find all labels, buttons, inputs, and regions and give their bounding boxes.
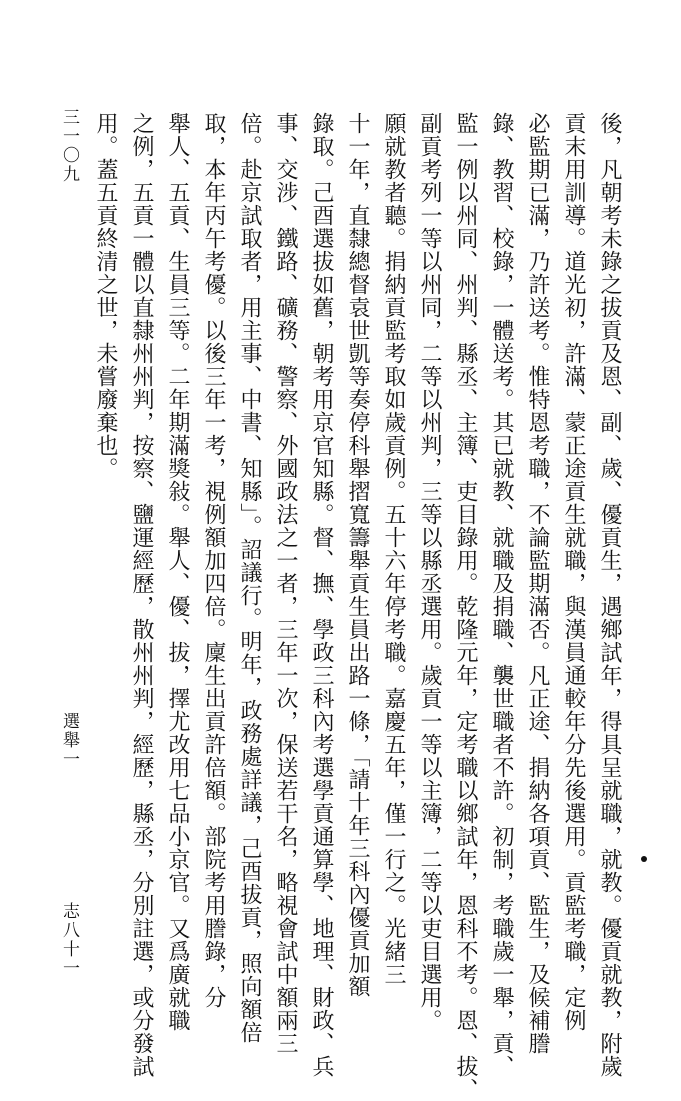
chapter-label: 選舉一 xyxy=(59,712,79,769)
text-column-1: 後，凡朝考未錄之拔貢及恩、副、歲、優貢生，遇鄉試年，得具呈就職，就教。優貢就教，附歲 xyxy=(597,112,622,1078)
ink-speck xyxy=(641,856,647,862)
text-column-8: 十一年，直隸總督袁世凱等奏停科舉摺寬籌舉貢生員出路一條，「請十年三科內優貢加額 xyxy=(345,112,370,998)
page-number: 三一〇九 xyxy=(59,108,79,184)
text-column-5: 監一例以州同、州判、縣丞、主簿、吏目錄用。乾隆元年，定考職以鄉試年，恩科不考。恩、拔、 xyxy=(453,112,478,1101)
text-column-14: 之例，五貢一體以直隸州州判，按察、鹽運經歷，散州州判，經歷，縣丞，分別註選，或分發試 xyxy=(129,112,154,1078)
text-column-7: 願就教者聽。捐納貢監考取如歲貢例。五十六年停考職。嘉慶五年，僅一行之。光緒三 xyxy=(381,112,406,986)
text-column-6: 副貢考列一等以州同，二等以州判，三等以縣丞選用。歲貢一等以主簿，二等以吏目選用。 xyxy=(417,112,442,1032)
text-column-10: 事、交涉、鐵路、礦務、警察、外國政法之一者，三年一次，保送若干名，略視會試中額兩三 xyxy=(273,112,298,1055)
text-column-13: 舉人、五貢、生員三等。二年期滿獎敍。舉人、優、拔，擇尤改用七品小京官。又爲廣就職 xyxy=(165,112,190,1032)
text-column-11: 倍。赴京試取者，用主事、中書、知縣」。詔議行。明年，政務處詳議，己酉拔貢，照向額倍 xyxy=(237,112,262,1044)
volume-label: 志八十一 xyxy=(59,902,79,978)
text-column-9: 錄取。己酉選拔如舊，朝考用京官知縣。督、撫、學政三科內考選學貢通算學、地理、財政、兵 xyxy=(309,112,334,1078)
text-column-12: 取，本年丙午考優。以後三年一考，視例額加四倍。廩生出貢許倍額。部院考用謄錄，分 xyxy=(201,112,226,1009)
text-column-4: 錄、教習、校錄，一體送考。其已就教、就職及捐職、襲世職者不許。初制，考職歲一舉，貢、 xyxy=(489,112,514,1078)
text-column-2: 貢末用訓導。道光初，許滿、蒙正途貢生就職，與漢員通較年分先後選用。貢監考職，定例 xyxy=(561,112,586,1032)
text-column-3: 必監期已滿，乃許送考。惟特恩考職，不論監期滿否。凡正途、捐納各項貢、監生，及候補謄 xyxy=(525,112,550,1055)
text-column-15: 用。蓋五貢終清之世，未嘗廢棄也。 xyxy=(93,112,118,480)
